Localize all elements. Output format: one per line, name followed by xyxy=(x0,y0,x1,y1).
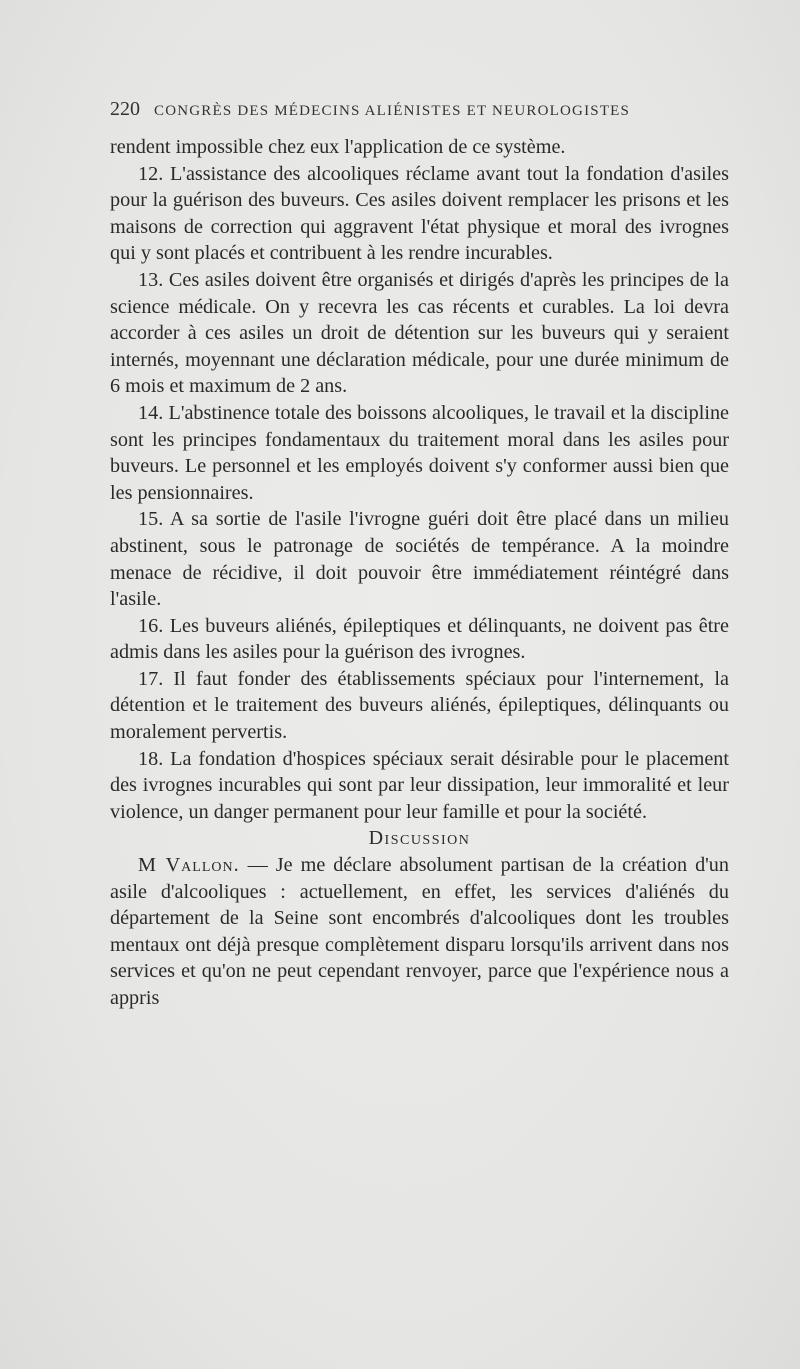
paragraph-16: 16. Les buveurs aliénés, épileptiques et délinquants, ne doivent pas être admis dans les asiles pour la guérison des ivrognes. xyxy=(110,614,729,664)
speaker-name: M Vallon. xyxy=(138,854,240,877)
running-title: CONGRÈS DES MÉDECINS ALIÉNISTES ET NEUROLOGISTES xyxy=(154,103,631,119)
paragraph-13: 13. Ces asiles doivent être organisés et dirigés d'après les principes de la science médicale. On y recevra les cas récents et curables. La loi devra accorder à ces asiles un droit de détention sur les buveurs qui y seraient internés, moyennant une déclaration médicale, pour une durée minimum de 6 mois et maximum de 2 ans. xyxy=(110,268,729,398)
running-head xyxy=(110,98,750,121)
paragraph-continuation: rendent impossible chez eux l'application de ce système. xyxy=(110,136,566,158)
paragraph-18: 18. La fondation d'hospices spéciaux serait désirable pour le placement des ivrognes incurables qui sont par leur dissipation, leur immoralité et leur violence, un danger permanent pour leur famille et pour la société. xyxy=(110,747,729,823)
discussion-text: — Je me déclare absolument partisan de la création d'un asile d'alcooliques : actuellement, en effet, les services d'aliénés du département de la Seine sont encombrés d'alcooliques dont les troubles mentaux ont déjà presque complètement disparu lorsqu'ils arrivent dans nos services et qu'on ne peut cependant renvoyer, parce que l'expérience nous a appris xyxy=(110,854,729,1009)
discussion-paragraph xyxy=(110,852,729,1012)
body-text xyxy=(110,134,729,1012)
paragraph-14: 14. L'abstinence totale des boissons alcooliques, le travail et la discipline sont les principes fondamentaux du traitement moral dans les asiles pour buveurs. Le personnel et les employés doivent s'y conformer aussi bien que les pensionnaires. xyxy=(110,401,729,504)
paragraph-12: 12. L'assistance des alcooliques réclame avant tout la fondation d'asiles pour la guérison des buveurs. Ces asiles doivent remplacer les prisons et les maisons de correction qui aggravent l'état physique et moral des ivrognes qui y sont placés et contribuent à les rendre incurables. xyxy=(110,162,729,265)
page-number: 220 xyxy=(110,98,140,120)
paragraph-17: 17. Il faut fonder des établissements spéciaux pour l'internement, la détention et le traitement des buveurs aliénés, épileptiques, délinquants ou moralement pervertis. xyxy=(110,667,729,744)
paragraph-15: 15. A sa sortie de l'asile l'ivrogne guéri doit être placé dans un milieu abstinent, sous le patronage de sociétés de tempérance. A la moindre menace de récidive, il doit pouvoir être immédiatement réintégré dans l'asile. xyxy=(110,508,729,611)
discussion-heading: Discussion xyxy=(368,827,471,850)
